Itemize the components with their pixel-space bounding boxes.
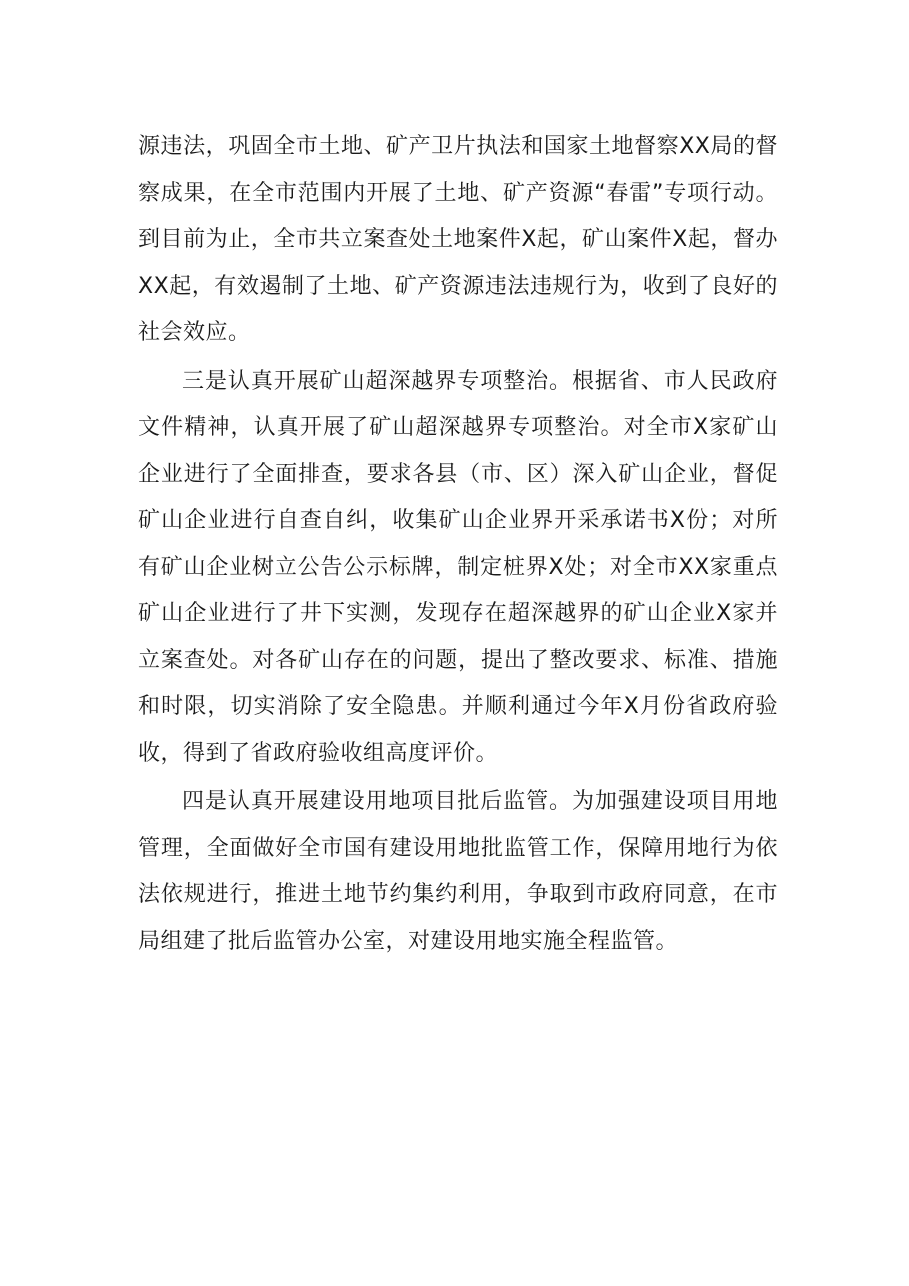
paragraph-continuation: 源违法，巩固全市土地、矿产卫片执法和国家土地督察XX局的督察成果，在全市范围内开展了土地、矿产资源“春雷”专项行动。到目前为止，全市共立案查处土地案件X起，矿山案件X起，督办XX起，有效遏制了土地、矿产资源违法违规行为，收到了良好的社会效应。 — [138, 134, 778, 345]
document-body — [138, 124, 778, 967]
paragraph-mine-rectification: 三是认真开展矿山超深越界专项整治。根据省、市人民政府文件精神，认真开展了矿山超深越界专项整治。对全市X家矿山企业进行了全面排查，要求各县（市、区）深入矿山企业，督促矿山企业进行自查自纠，收集矿山企业界开采承诺书X份；对所有矿山企业树立公告公示标牌，制定桩界X处；对全市XX家重点矿山企业进行了井下实测，发现存在超深越界的矿山企业X家并立案查处。对各矿山存在的问题，提出了整改要求、标准、措施和时限，切实消除了安全隐患。并顺利通过今年X月份省政府验收，得到了省政府验收组高度评价。 — [138, 368, 778, 766]
paragraph-land-supervision: 四是认真开展建设用地项目批后监管。为加强建设项目用地管理，全面做好全市国有建设用地批监管工作，保障用地行为依法依规进行，推进土地节约集约利用，争取到市政府同意，在市局组建了批后监管办公室，对建设用地实施全程监管。 — [138, 789, 778, 954]
